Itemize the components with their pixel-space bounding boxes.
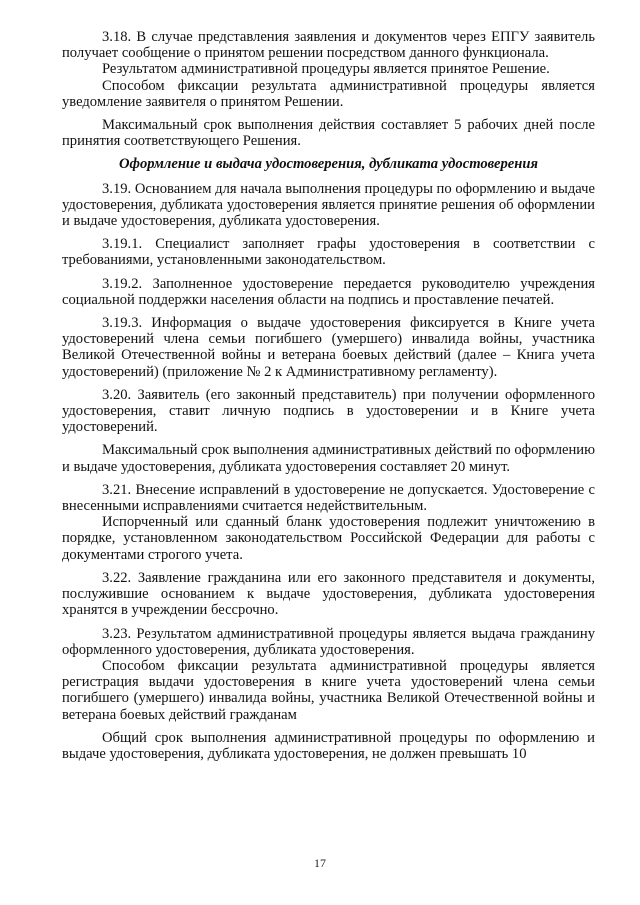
page-number: 17 — [314, 856, 326, 870]
paragraph-3-20: 3.20. Заявитель (его законный представитель) при получении оформленного удостоверения, ставит личную подпись в удостоверении и в Книге учета удостоверений. — [62, 386, 595, 436]
paragraph-3-19: 3.19. Основанием для начала выполнения процедуры по оформлению и выдаче удостоверения, дубликата удостоверения является принятие решения об оформлении и выдаче удостоверения, дубликата удостоверения. — [62, 180, 595, 230]
paragraph-fixation: Способом фиксации результата административной процедуры является уведомление заявителя о принятом Решении. — [62, 77, 595, 110]
paragraph-max-term: Максимальный срок выполнения действия составляет 5 рабочих дней после принятия соответствующего Решения. — [62, 117, 595, 150]
paragraph-result: Результатом административной процедуры является принятое Решение. — [102, 61, 550, 78]
paragraph-3-23: 3.23. Результатом административной процедуры является выдача гражданину оформленного удостоверения, дубликата удостоверения. — [62, 625, 595, 658]
paragraph-3-19-3: 3.19.3. Информация о выдаче удостоверения фиксируется в Книге учета удостоверений члена семьи погибшего (умершего) инвалида войны, участника Великой Отечественной войны и ветерана боевых действий (далее – Книга учета удостоверений) (приложение № 2 к Административному регламенту). — [62, 315, 595, 380]
paragraph-3-19-1: 3.19.1. Специалист заполняет графы удостоверения в соответствии с требованиями, установленными законодательством. — [62, 236, 595, 269]
paragraph-3-18: 3.18. В случае представления заявления и документов через ЕПГУ заявитель получает сообщение о принятом решении посредством данного функционала. — [62, 29, 595, 62]
section-heading: Оформление и выдача удостоверения, дубликата удостоверения — [119, 156, 538, 173]
paragraph-max-term-2: Максимальный срок выполнения административных действий по оформлению и выдаче удостоверения, дубликата удостоверения составляет 20 минут. — [62, 442, 595, 475]
paragraph-3-19-2: 3.19.2. Заполненное удостоверение передается руководителю учреждения социальной поддержки населения области на подпись и проставление печатей. — [62, 275, 595, 308]
paragraph-3-22: 3.22. Заявление гражданина или его законного представителя и документы, послужившие основанием к выдаче удостоверения, дубликата удостоверения хранятся в учреждении бессрочно. — [62, 569, 595, 619]
document-body — [62, 29, 595, 762]
paragraph-total-term: Общий срок выполнения административной процедуры по оформлению и выдаче удостоверения, дубликата удостоверения, не должен превышать 10 — [62, 729, 595, 762]
paragraph-spoiled-blank: Испорченный или сданный бланк удостоверения подлежит уничтожению в порядке, установленном законодательством Российской Федерации для работы с документами строгого учета. — [62, 514, 595, 563]
paragraph-fixation-2: Способом фиксации результата административной процедуры является регистрация выдачи удостоверения в книге учета удостоверений члена семьи погибшего (умершего) инвалида войны, участника Великой Отечественной войны и ветерана боевых действий гражданам — [62, 657, 595, 723]
paragraph-3-21: 3.21. Внесение исправлений в удостоверение не допускается. Удостоверение с внесенными исправлениями считается недействительным. — [62, 481, 595, 515]
